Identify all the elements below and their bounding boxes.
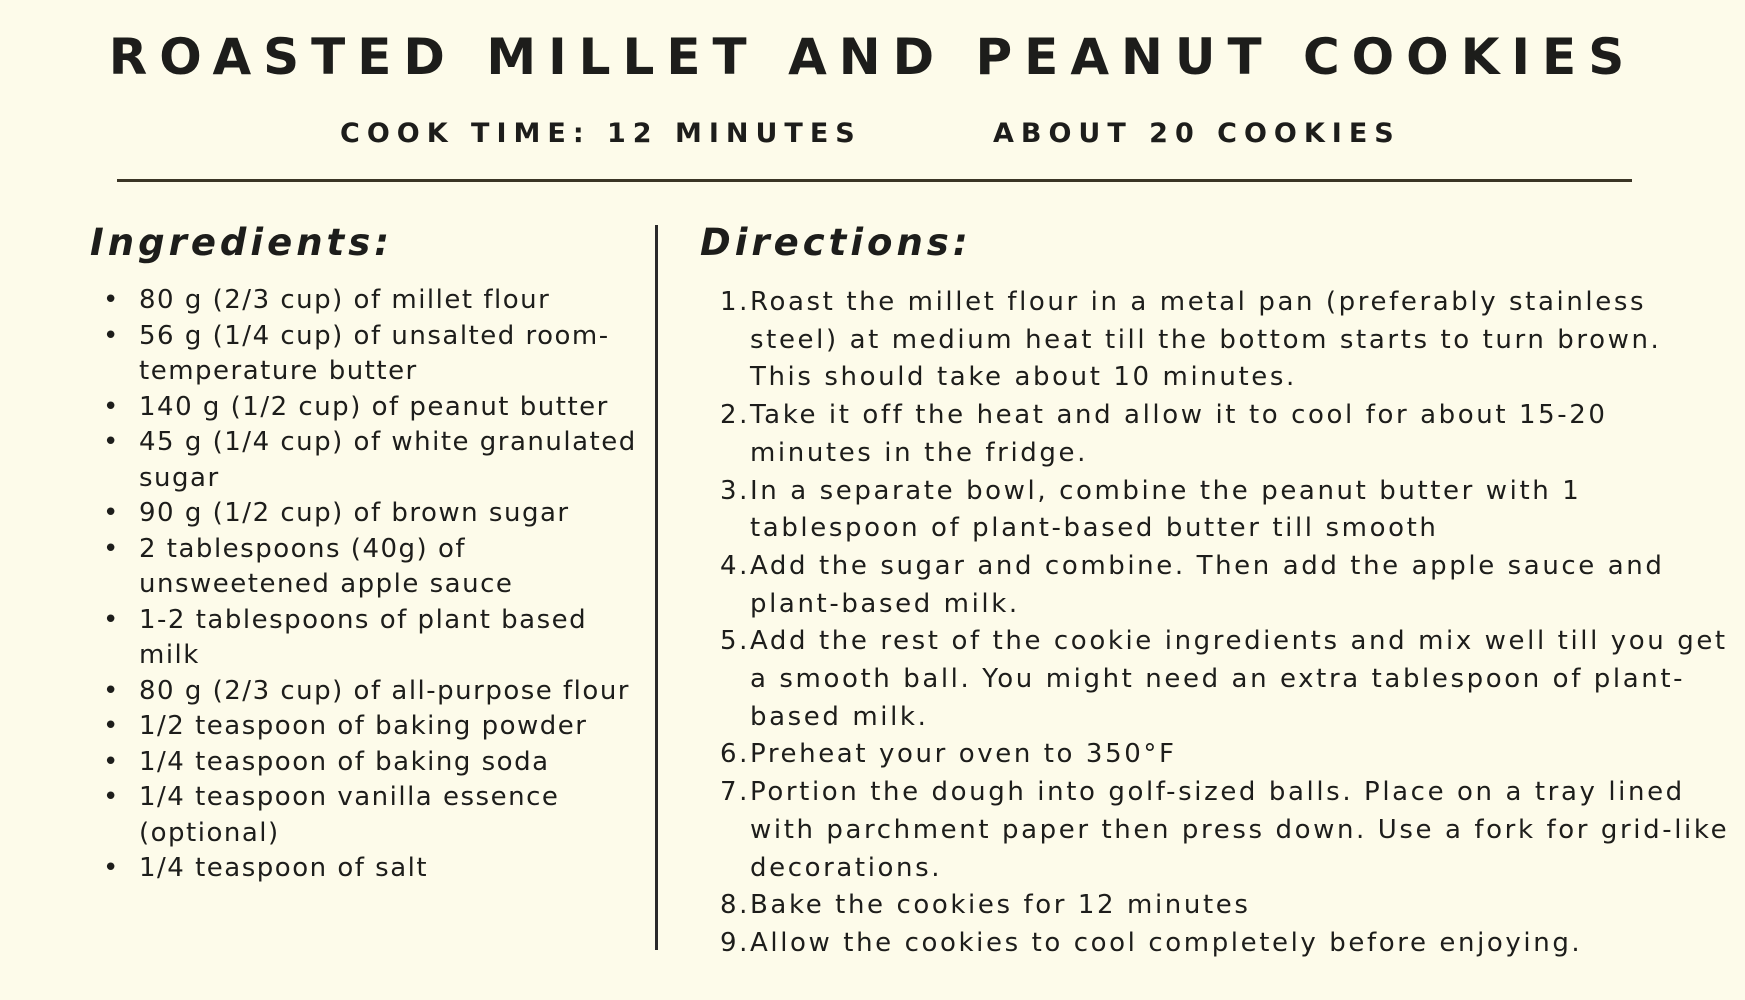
bullet-icon: •	[103, 391, 120, 422]
column-divider	[655, 225, 658, 950]
step-text: Add the sugar and combine. Then add the apple sauce and plant-based milk.	[750, 550, 1665, 619]
ingredient-item	[95, 603, 655, 674]
ingredient-item	[95, 674, 655, 710]
direction-step	[700, 397, 1735, 472]
recipe-title: ROASTED MILLET AND PEANUT COOKIES	[108, 28, 1637, 86]
bullet-icon: •	[103, 782, 120, 812]
step-number: 6.	[719, 739, 750, 770]
step-number: 1.	[719, 287, 750, 317]
ingredient-text: 2 tablespoons (40g) of unsweetened apple sauce	[139, 533, 514, 599]
ingredient-item	[95, 283, 655, 319]
bullet-icon: •	[103, 675, 120, 706]
ingredient-item	[95, 851, 655, 887]
ingredient-text: 90 g (1/2 cup) of brown sugar	[139, 498, 570, 528]
header-divider	[117, 179, 1632, 182]
step-text: Roast the millet flour in a metal pan (preferably stainless steel) at medium heat till the bottom starts to turn brown. This should take about 10 minutes.	[750, 287, 1662, 393]
bullet-icon: •	[103, 427, 120, 457]
step-number: 7.	[719, 777, 750, 808]
ingredient-item	[95, 390, 655, 426]
direction-step	[700, 284, 1735, 397]
ingredient-item	[95, 780, 655, 851]
ingredient-item	[95, 532, 655, 603]
ingredient-text: 1/2 teaspoon of baking powder	[139, 711, 588, 741]
step-text: In a separate bowl, combine the peanut butter with 1 tablespoon of plant-based butter till smooth	[750, 475, 1582, 544]
direction-step	[700, 925, 1735, 963]
ingredient-item	[95, 745, 655, 781]
ingredients-heading: Ingredients:	[90, 221, 394, 264]
ingredient-text: 140 g (1/2 cup) of peanut butter	[139, 391, 609, 422]
cook-time: COOK TIME: 12 MINUTES	[340, 118, 862, 149]
ingredient-text: 1-2 tablespoons of plant based milk	[139, 604, 588, 670]
directions-list	[700, 284, 1735, 963]
ingredient-text: 56 g (1/4 cup) of unsalted room-temperature butter	[139, 320, 610, 386]
step-text: Take it off the heat and allow it to cool for about 15-20 minutes in the fridge.	[750, 400, 1608, 468]
bullet-icon: •	[103, 498, 120, 528]
direction-step	[700, 623, 1735, 736]
bullet-icon: •	[103, 711, 120, 741]
ingredient-text: 1/4 teaspoon of salt	[139, 853, 429, 883]
step-number: 5.	[719, 626, 750, 657]
ingredients-list	[95, 283, 655, 887]
step-text: Portion the dough into golf-sized balls. Place on a tray lined with parchment paper then press down. Use a fork for grid-like decorations.	[750, 777, 1730, 883]
step-text: Allow the cookies to cool completely before enjoying.	[750, 927, 1583, 958]
ingredient-item	[95, 496, 655, 532]
bullet-icon: •	[103, 853, 120, 883]
bullet-icon: •	[103, 320, 120, 351]
step-number: 2.	[719, 400, 750, 431]
step-number: 4.	[719, 550, 750, 581]
step-text: Bake the cookies for 12 minutes	[750, 890, 1251, 921]
yield: ABOUT 20 COOKIES	[993, 118, 1401, 149]
step-number: 3.	[719, 475, 750, 506]
bullet-icon: •	[103, 746, 120, 777]
step-number: 9.	[719, 927, 750, 958]
ingredient-text: 1/4 teaspoon vanilla essence (optional)	[139, 782, 560, 848]
direction-step	[700, 887, 1735, 925]
bullet-icon: •	[103, 604, 120, 635]
ingredient-text: 45 g (1/4 cup) of white granulated sugar	[139, 427, 637, 493]
ingredient-text: 80 g (2/3 cup) of all-purpose flour	[139, 675, 630, 706]
direction-step	[700, 736, 1735, 774]
ingredient-text: 80 g (2/3 cup) of millet flour	[139, 285, 551, 315]
direction-step	[700, 774, 1735, 887]
ingredient-item	[95, 425, 655, 496]
ingredient-text: 1/4 teaspoon of baking soda	[139, 746, 550, 777]
step-text: Preheat your oven to 350°F	[750, 739, 1177, 770]
direction-step	[700, 473, 1735, 548]
step-text: Add the rest of the cookie ingredients and mix well till you get a smooth ball. You might need an extra tablespoon of plant-based milk.	[750, 626, 1728, 732]
directions-heading: Directions:	[700, 221, 972, 264]
step-number: 8.	[719, 890, 750, 921]
direction-step	[700, 548, 1735, 623]
ingredient-item	[95, 319, 655, 390]
bullet-icon: •	[103, 533, 120, 564]
ingredient-item	[95, 709, 655, 745]
bullet-icon: •	[103, 285, 120, 315]
